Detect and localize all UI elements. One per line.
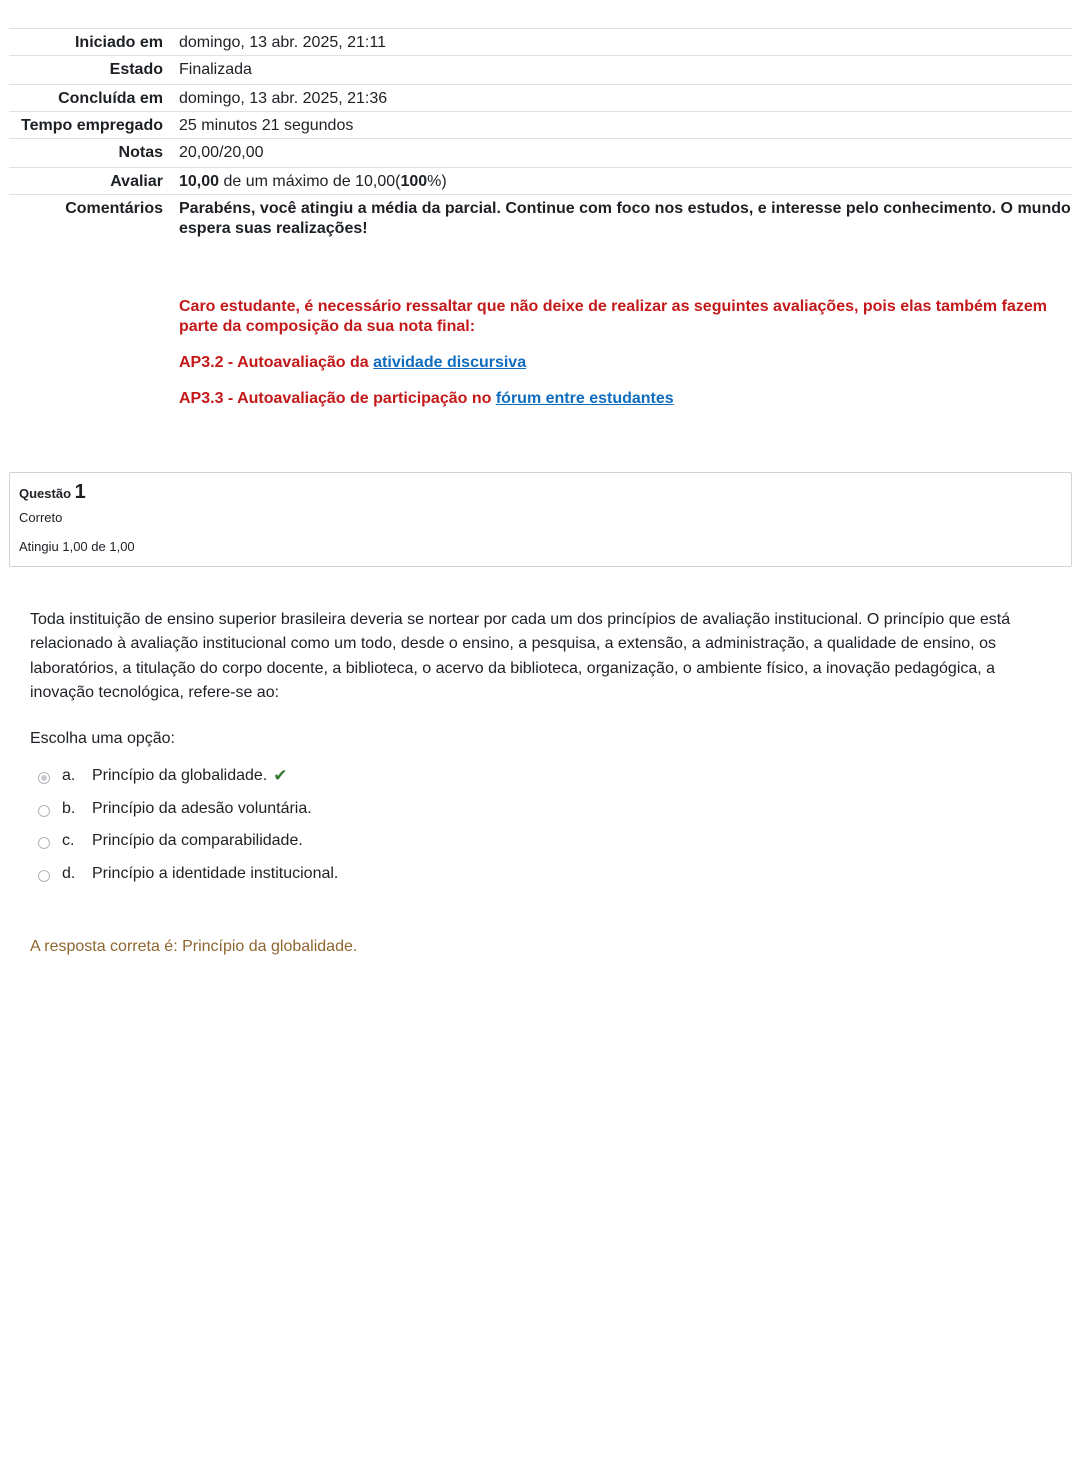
question-text: Toda instituição de ensino superior brasileira deveria se nortear por cada um dos princípios de avaliação institucional. O princípio que está relacionado à avaliação institucional como um todo, desde o ensino, a pesquisa, a extensão, a administração, a qualidade de ensino, os laboratórios, a titulação do corpo docente, a biblioteca, o acervo da biblioteca, organização, o ambiente físico, a inovação pedagógica, a inovação tecnológica, refere-se ao: xyxy=(30,611,1011,702)
summary-row-started xyxy=(9,28,1072,55)
answer-text: Princípio da globalidade. xyxy=(92,767,268,785)
answer-letter: c. xyxy=(62,832,75,850)
summary-value: domingo, 13 abr. 2025, 21:36 xyxy=(179,90,388,107)
summary-value xyxy=(163,168,1072,194)
answer-letter: b. xyxy=(62,799,76,817)
question-label: Questão xyxy=(19,486,72,501)
summary-label: Avaliar xyxy=(110,173,163,190)
summary-row-comments xyxy=(9,194,1072,413)
question-number xyxy=(19,481,1062,504)
feedback-comment xyxy=(163,195,1072,413)
notice-item-prefix: AP3.3 - Autoavaliação de participação no xyxy=(179,390,496,407)
question-state: Correto xyxy=(19,510,63,525)
summary-value: Finalizada xyxy=(179,61,252,78)
grade-score: 10,00 xyxy=(179,173,220,190)
answer-text: Princípio a identidade institucional. xyxy=(92,864,339,882)
radio-unselected[interactable] xyxy=(38,805,50,817)
summary-row-marks xyxy=(9,138,1072,167)
question-grade: Atingiu 1,00 de 1,00 xyxy=(19,539,135,554)
question-info-box xyxy=(9,472,1072,567)
answer-option-d[interactable] xyxy=(38,858,338,891)
correct-answer-feedback: A resposta correta é: Princípio da globalidade. xyxy=(30,938,358,955)
summary-value: 20,00/20,00 xyxy=(179,144,264,161)
summary-row-time-taken xyxy=(9,111,1072,138)
summary-label: Iniciado em xyxy=(74,34,163,51)
summary-label: Notas xyxy=(118,144,163,161)
summary-row-state xyxy=(9,55,1072,84)
summary-label: Estado xyxy=(109,61,163,78)
summary-row-grade xyxy=(9,167,1072,194)
radio-unselected[interactable] xyxy=(38,870,50,882)
summary-row-completed xyxy=(9,84,1072,111)
notice-text: Caro estudante, é necessário ressaltar que não deixe de realizar as seguintes avaliações, pois elas também fazem parte da composição da sua nota final: xyxy=(179,298,1047,335)
summary-value: 25 minutos 21 segundos xyxy=(179,117,354,134)
grade-middle: de um máximo de 10,00( xyxy=(219,173,401,190)
answer-option-a[interactable] xyxy=(38,760,338,793)
radio-unselected[interactable] xyxy=(38,837,50,849)
summary-label: Comentários xyxy=(65,200,163,217)
answer-options xyxy=(38,760,338,890)
answer-letter: d. xyxy=(62,864,76,882)
answer-letter: a. xyxy=(62,767,76,785)
grade-suffix: %) xyxy=(427,173,447,190)
answer-option-c[interactable] xyxy=(38,825,338,858)
answer-text: Princípio da comparabilidade. xyxy=(92,832,303,850)
congrats-text: Parabéns, você atingiu a média da parcial. Continue com foco nos estudos, e interesse pelo conhecimento. O mundo espera suas realizações! xyxy=(179,200,1071,237)
summary-value: domingo, 13 abr. 2025, 21:11 xyxy=(179,34,386,51)
check-icon: ✔ xyxy=(273,766,288,786)
attempt-summary-table xyxy=(9,28,1072,413)
forum-link[interactable]: fórum entre estudantes xyxy=(495,390,674,407)
grade-percent: 100 xyxy=(400,173,428,190)
question-number-value: 1 xyxy=(74,481,86,503)
discursive-activity-link[interactable]: atividade discursiva xyxy=(373,354,527,371)
answer-option-b[interactable] xyxy=(38,793,338,826)
answer-prompt: Escolha uma opção: xyxy=(30,730,175,747)
notice-item-discursive xyxy=(179,353,1072,373)
answer-text: Princípio da adesão voluntária. xyxy=(92,799,312,817)
notice-item-prefix: AP3.2 - Autoavaliação da xyxy=(179,354,374,371)
summary-label: Tempo empregado xyxy=(21,117,163,134)
radio-selected[interactable] xyxy=(38,772,50,784)
notice-item-forum xyxy=(179,389,1072,409)
summary-label: Concluída em xyxy=(58,90,163,107)
